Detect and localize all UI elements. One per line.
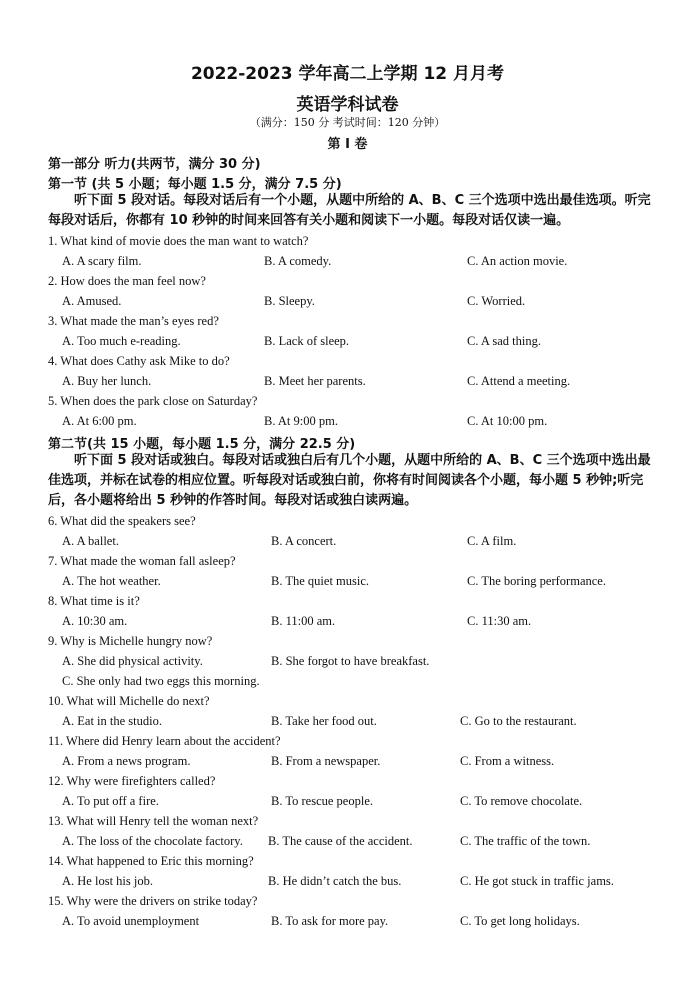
q15-option-a: A. To avoid unemployment [62, 914, 200, 928]
section1-instruction [48, 191, 653, 231]
question-8: 8. What time is it? [48, 594, 140, 608]
q1-option-b: B. A comedy. [264, 254, 332, 268]
question-7: 7. What made the woman fall asleep? [48, 554, 236, 568]
exam-meta: （满分：150 分 考试时间：120 分钟） [249, 116, 446, 129]
q2-option-b: B. Sleepy. [264, 294, 315, 308]
q11-option-b: B. From a newspaper. [271, 754, 381, 768]
q7-option-c: C. The boring performance. [467, 574, 606, 588]
q6-option-c: C. A film. [467, 534, 517, 548]
q9-option-b: B. She forgot to have breakfast. [271, 654, 430, 668]
q8-option-b: B. 11:00 am. [271, 614, 336, 628]
question-14: 14. What happened to Eric this morning? [48, 854, 254, 868]
section1-heading: 第一节 (共 5 小题；每小题 1.5 分，满分 7.5 分) [48, 177, 342, 192]
q1-option-a: A. A scary film. [62, 254, 142, 268]
q5-option-a: A. At 6:00 pm. [62, 414, 137, 428]
q8-option-a: A. 10:30 am. [62, 614, 128, 628]
q14-option-b: B. He didn’t catch the bus. [268, 874, 402, 888]
q13-option-b: B. The cause of the accident. [268, 834, 413, 848]
q4-option-c: C. Attend a meeting. [467, 374, 571, 388]
q2-option-a: A. Amused. [62, 294, 122, 308]
q2-option-c: C. Worried. [467, 294, 526, 308]
q13-option-a: A. The loss of the chocolate factory. [62, 834, 243, 848]
question-1: 1. What kind of movie does the man want to watch? [48, 234, 309, 248]
section1-instruction-text: 听下面 5 段对话。每段对话后有一个小题，从题中所给的 A、B、C 三个选项中选出最佳选项。听完每段对话后，你都有 10 秒钟的时间来回答有关小题和阅读下一小题。每段对话仅读一遍。 [48, 193, 651, 228]
q14-option-a: A. He lost his job. [62, 874, 153, 888]
q10-option-b: B. Take her food out. [271, 714, 377, 728]
question-15: 15. Why were the drivers on strike today? [48, 894, 258, 908]
question-6: 6. What did the speakers see? [48, 514, 196, 528]
question-9: 9. Why is Michelle hungry now? [48, 634, 213, 648]
q1-option-c: C. An action movie. [467, 254, 568, 268]
question-2: 2. How does the man feel now? [48, 274, 206, 288]
question-4: 4. What does Cathy ask Mike to do? [48, 354, 230, 368]
q12-option-a: A. To put off a fire. [62, 794, 159, 808]
q15-option-c: C. To get long holidays. [460, 914, 580, 928]
q12-option-b: B. To rescue people. [271, 794, 373, 808]
section2-heading: 第二节(共 15 小题，每小题 1.5 分，满分 22.5 分) [48, 437, 356, 452]
q7-option-b: B. The quiet music. [271, 574, 370, 588]
question-5: 5. When does the park close on Saturday? [48, 394, 258, 408]
q6-option-a: A. A ballet. [62, 534, 119, 548]
q11-option-a: A. From a news program. [62, 754, 191, 768]
q13-option-c: C. The traffic of the town. [460, 834, 591, 848]
q15-option-b: B. To ask for more pay. [271, 914, 389, 928]
section2-instruction [48, 451, 653, 511]
exam-subtitle: 英语学科试卷 [296, 95, 399, 115]
question-10: 10. What will Michelle do next? [48, 694, 210, 708]
q9-option-c: C. She only had two eggs this morning. [62, 674, 260, 688]
q4-option-b: B. Meet her parents. [264, 374, 366, 388]
q5-option-b: B. At 9:00 pm. [264, 414, 338, 428]
question-12: 12. Why were firefighters called? [48, 774, 216, 788]
q4-option-a: A. Buy her lunch. [62, 374, 152, 388]
exam-title: 2022-2023 学年高二上学期 12 月月考 [190, 64, 505, 84]
q6-option-b: B. A concert. [271, 534, 337, 548]
q12-option-c: C. To remove chocolate. [460, 794, 583, 808]
q3-option-c: C. A sad thing. [467, 334, 541, 348]
q10-option-a: A. Eat in the studio. [62, 714, 162, 728]
question-13: 13. What will Henry tell the woman next? [48, 814, 259, 828]
q11-option-c: C. From a witness. [460, 754, 555, 768]
q8-option-c: C. 11:30 am. [467, 614, 532, 628]
volume-label: 第 I 卷 [327, 137, 368, 152]
question-11: 11. Where did Henry learn about the accident? [48, 734, 281, 748]
question-3: 3. What made the man’s eyes red? [48, 314, 219, 328]
q5-option-c: C. At 10:00 pm. [467, 414, 548, 428]
part1-heading: 第一部分 听力(共两节，满分 30 分) [48, 157, 261, 172]
q10-option-c: C. Go to the restaurant. [460, 714, 577, 728]
q9-option-a: A. She did physical activity. [62, 654, 203, 668]
q14-option-c: C. He got stuck in traffic jams. [460, 874, 614, 888]
q7-option-a: A. The hot weather. [62, 574, 161, 588]
q3-option-b: B. Lack of sleep. [264, 334, 350, 348]
q3-option-a: A. Too much e-reading. [62, 334, 181, 348]
section2-instruction-text: 听下面 5 段对话或独白。每段对话或独白后有几个小题，从题中所给的 A、B、C 三个选项中选出最佳选项，并标在试卷的相应位置。听每段对话或独白前，你将有时间阅读各个小题，每小题 5 秒钟;听完后，各小题将给出 5 秒钟的作答时间。每段对话或独白读两遍。 [48, 453, 651, 508]
